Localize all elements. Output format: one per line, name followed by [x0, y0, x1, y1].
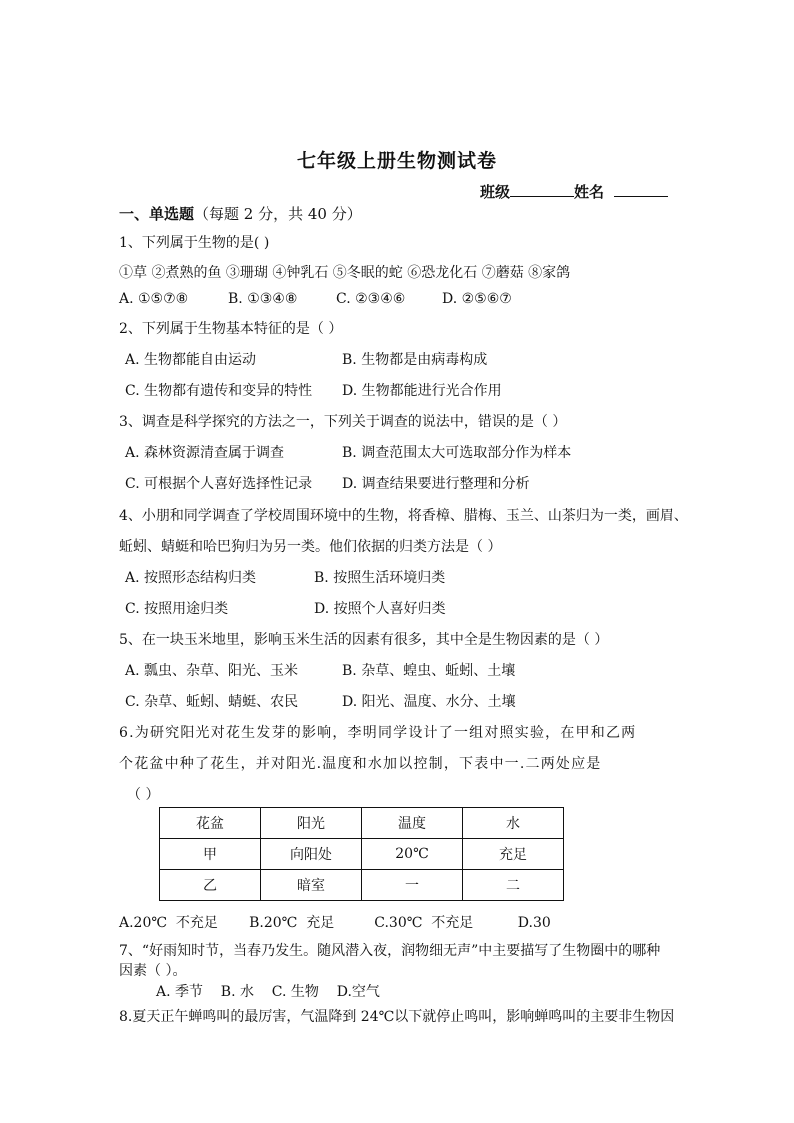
question-3-stem: 3、调查是科学探究的方法之一，下列关于调查的说法中，错误的是（ ）	[119, 414, 567, 430]
table-cell: 甲	[160, 839, 261, 870]
question-4-option-d[interactable]: D. 按照个人喜好归类	[314, 601, 446, 617]
question-4-option-b[interactable]: B. 按照生活环境归类	[314, 570, 446, 586]
section-note: （每题 2 分，共 40 分）	[194, 205, 362, 223]
question-8-stem-line-1: 8.夏天正午蝉鸣叫的最厉害，气温降到 24℃以下就停止鸣叫，影响蝉鸣叫的主要非生物因	[119, 1009, 675, 1025]
name-blank[interactable]	[614, 182, 668, 197]
section-title: 一、单选题	[119, 205, 195, 223]
question-5-option-d[interactable]: D. 阳光、温度、水分、土壤	[342, 694, 516, 710]
experiment-table	[159, 807, 564, 901]
table-cell: 20℃	[362, 839, 463, 870]
question-7-stem-line-1: 7、“好雨知时节，当春乃发生。随风潜入夜，润物细无声”中主要描写了生物圈中的哪种	[119, 943, 661, 959]
question-6-stem-line-2: 个花盆中种了花生，并对阳光.温度和水加以控制，下表中一.二两处应是	[119, 756, 602, 772]
question-4-option-c[interactable]: C. 按照用途归类	[125, 601, 229, 617]
question-7-options[interactable]: A. 季节 B. 水 C. 生物 D.空气	[156, 984, 380, 1000]
question-6-stem-line-1: 6.为研究阳光对花生发芽的影响，李明同学设计了一组对照实验，在甲和乙两	[119, 725, 637, 741]
question-5-stem: 5、在一块玉米地里，影响玉米生活的因素有很多，其中全是生物因素的是（ ）	[119, 632, 609, 648]
question-4-stem-line-1: 4、小朋和同学调查了学校周围环境中的生物，将香樟、腊梅、玉兰、山茶归为一类，画眉、	[119, 508, 688, 524]
table-cell: 暗室	[261, 870, 362, 901]
question-5-option-b[interactable]: B. 杂草、蝗虫、蚯蚓、土壤	[342, 663, 516, 679]
class-name-line	[480, 181, 668, 202]
question-3-option-d[interactable]: D. 调查结果要进行整理和分析	[342, 476, 530, 492]
table-cell: 乙	[160, 870, 261, 901]
question-1-option-a[interactable]: A. ①⑤⑦⑧	[119, 291, 189, 307]
table-header-cell: 温度	[362, 808, 463, 839]
class-label: 班级	[480, 183, 511, 201]
name-label: 姓名	[574, 183, 605, 201]
question-3-option-a[interactable]: A. 森林资源清查属于调查	[125, 445, 285, 461]
table-cell: 二	[463, 870, 564, 901]
table-row	[160, 870, 564, 901]
question-1-option-b[interactable]: B. ①③④⑧	[228, 291, 298, 307]
question-3-option-c[interactable]: C. 可根据个人喜好选择性记录	[125, 476, 313, 492]
question-2-option-b[interactable]: B. 生物都是由病毒构成	[342, 352, 488, 368]
table-cell: 充足	[463, 839, 564, 870]
question-3-option-b[interactable]: B. 调查范围太大可选取部分作为样本	[342, 445, 572, 461]
table-header-row	[160, 808, 564, 839]
question-7-stem-line-2: 因素（ ）。	[119, 963, 187, 979]
table-header-cell: 花盆	[160, 808, 261, 839]
table-cell: 向阳处	[261, 839, 362, 870]
question-4-stem-line-2: 蚯蚓、蜻蜓和哈巴狗归为另一类。他们依据的归类方法是（ ）	[119, 539, 502, 555]
question-2-stem: 2、下列属于生物基本特征的是（ ）	[119, 321, 343, 337]
question-1-option-c[interactable]: C. ②③④⑥	[336, 291, 406, 307]
question-6-options[interactable]: A.20℃ 不充足 B.20℃ 充足 C.30℃ 不充足 D.30	[119, 915, 551, 931]
question-4-option-a[interactable]: A. 按照形态结构归类	[125, 570, 257, 586]
question-6-stem-line-3: （ ）	[127, 787, 160, 803]
table-header-cell: 阳光	[261, 808, 362, 839]
question-2-option-d[interactable]: D. 生物都能进行光合作用	[342, 383, 502, 399]
question-5-option-c[interactable]: C. 杂草、蚯蚓、蜻蜓、农民	[125, 694, 299, 710]
table-cell: 一	[362, 870, 463, 901]
page-title: 七年级上册生物测试卷	[296, 150, 497, 172]
question-5-option-a[interactable]: A. 瓢虫、杂草、阳光、玉米	[125, 663, 299, 679]
table-row	[160, 839, 564, 870]
class-blank[interactable]	[510, 182, 574, 197]
question-1-option-d[interactable]: D. ②⑤⑥⑦	[442, 291, 512, 307]
question-1-stem: 1、下列属于生物的是( )	[119, 235, 270, 251]
table-header-cell: 水	[463, 808, 564, 839]
question-2-option-a[interactable]: A. 生物都能自由运动	[125, 352, 257, 368]
section-heading	[119, 203, 362, 224]
question-1-items: ①草 ②煮熟的鱼 ③珊瑚 ④钟乳石 ⑤冬眠的蛇 ⑥恐龙化石 ⑦蘑菇 ⑧家鸽	[119, 265, 571, 281]
question-2-option-c[interactable]: C. 生物都有遗传和变异的特性	[125, 383, 313, 399]
